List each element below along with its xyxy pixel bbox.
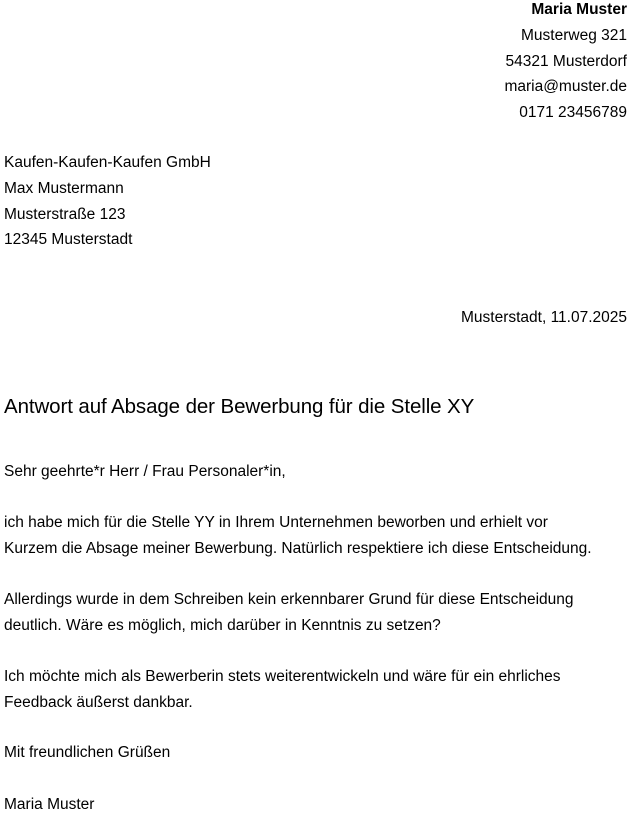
body-line: Kurzem die Absage meiner Bewerbung. Natürlich respektiere ich diese Entscheidung. — [4, 539, 592, 557]
body-paragraph-3 — [4, 664, 627, 716]
recipient-address-block — [4, 150, 211, 253]
letter-subject: Antwort auf Absage der Bewerbung für die Stelle XY — [4, 395, 475, 418]
salutation: Sehr geehrte*r Herr / Frau Personaler*in, — [4, 463, 286, 480]
body-line: ich habe mich für die Stelle YY in Ihrem Unternehmen beworben und erhielt vor — [4, 514, 548, 531]
closing-phrase: Mit freundlichen Grüßen — [4, 744, 171, 761]
sender-city: 54321 Musterdorf — [505, 52, 627, 70]
body-paragraph-2 — [4, 587, 627, 639]
body-line: Ich möchte mich als Bewerberin stets weiterentwickeln und wäre für ein ehrliches — [4, 668, 561, 685]
sender-address-block — [504, 0, 627, 126]
recipient-city: 12345 Musterstadt — [4, 231, 133, 249]
sender-phone: 0171 23456789 — [519, 104, 627, 122]
signature-name: Maria Muster — [4, 796, 95, 813]
place-date-line: Musterstadt, 11.07.2025 — [460, 309, 627, 326]
sender-name: Maria Muster — [531, 1, 627, 18]
sender-email: maria@muster.de — [504, 78, 627, 96]
recipient-street: Musterstraße 123 — [4, 205, 126, 223]
recipient-person: Max Mustermann — [4, 179, 124, 197]
recipient-company: Kaufen-Kaufen-Kaufen GmbH — [4, 154, 211, 171]
body-line: Feedback äußerst dankbar. — [4, 693, 193, 711]
body-line: deutlich. Wäre es möglich, mich darüber in Kenntnis zu setzen? — [4, 616, 441, 634]
sender-street: Musterweg 321 — [521, 26, 627, 44]
body-line: Allerdings wurde in dem Schreiben kein erkennbarer Grund für diese Entscheidung — [4, 591, 574, 608]
body-paragraph-1 — [4, 510, 627, 562]
